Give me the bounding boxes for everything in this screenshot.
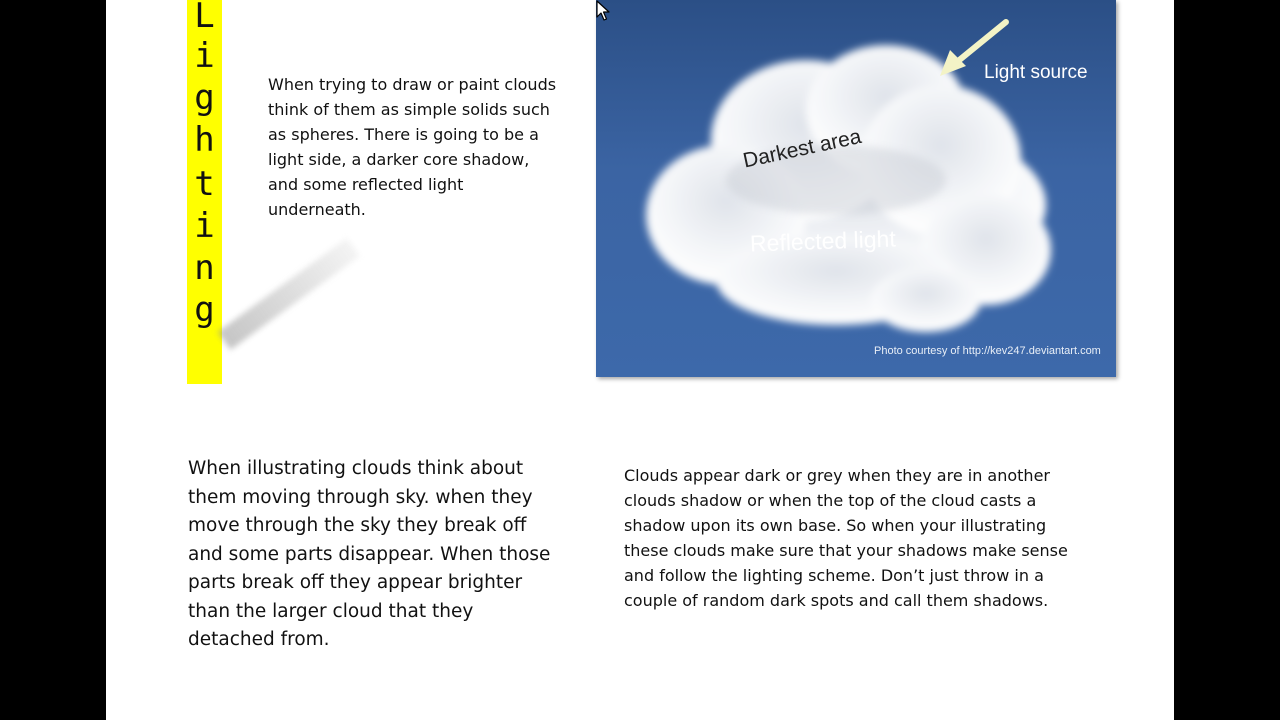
light-source-label: Light source xyxy=(984,62,1088,83)
title-letter: h xyxy=(194,120,215,160)
decorative-shadow xyxy=(218,238,360,350)
dark-clouds-text: Clouds appear dark or grey when they are in another clouds shadow or when the top of the cloud casts a shadow upon its own base. So when your illustrating these clouds make sure that your shadows make sense and follow the lighting scheme. Don’t just throw in a couple of random dark spots and call them shadows. xyxy=(624,466,1068,610)
vertical-title-bar xyxy=(187,0,222,384)
darkest-area-label: Darkest area xyxy=(741,125,864,173)
slide xyxy=(106,0,1174,720)
lighting-intro-text: When trying to draw or paint clouds think of them as simple solids such as spheres. There is going to be a light side, a darker core shadow, and some reflected light underneath. xyxy=(268,75,557,219)
mouse-cursor-icon xyxy=(596,0,610,22)
title-letter: i xyxy=(194,36,215,76)
reflected-light-label: Reflected light xyxy=(749,225,897,257)
title-letter: i xyxy=(194,206,215,246)
cloud-photo xyxy=(596,0,1116,377)
title-letter: n xyxy=(194,248,215,288)
title-letter: t xyxy=(194,164,215,204)
cloud-illustration xyxy=(596,0,1116,377)
photo-credit: Photo courtesy of http://kev247.deviantart.com xyxy=(874,345,1101,357)
title-letter: g xyxy=(194,290,215,330)
title-letter: g xyxy=(194,78,215,118)
title-letter: L xyxy=(194,0,215,36)
moving-clouds-text: When illustrating clouds think about them moving through sky. when they move through the sky they break off and some parts disappear. When those parts break off they appear brighter than the larger cloud that they detached from. xyxy=(188,458,551,650)
